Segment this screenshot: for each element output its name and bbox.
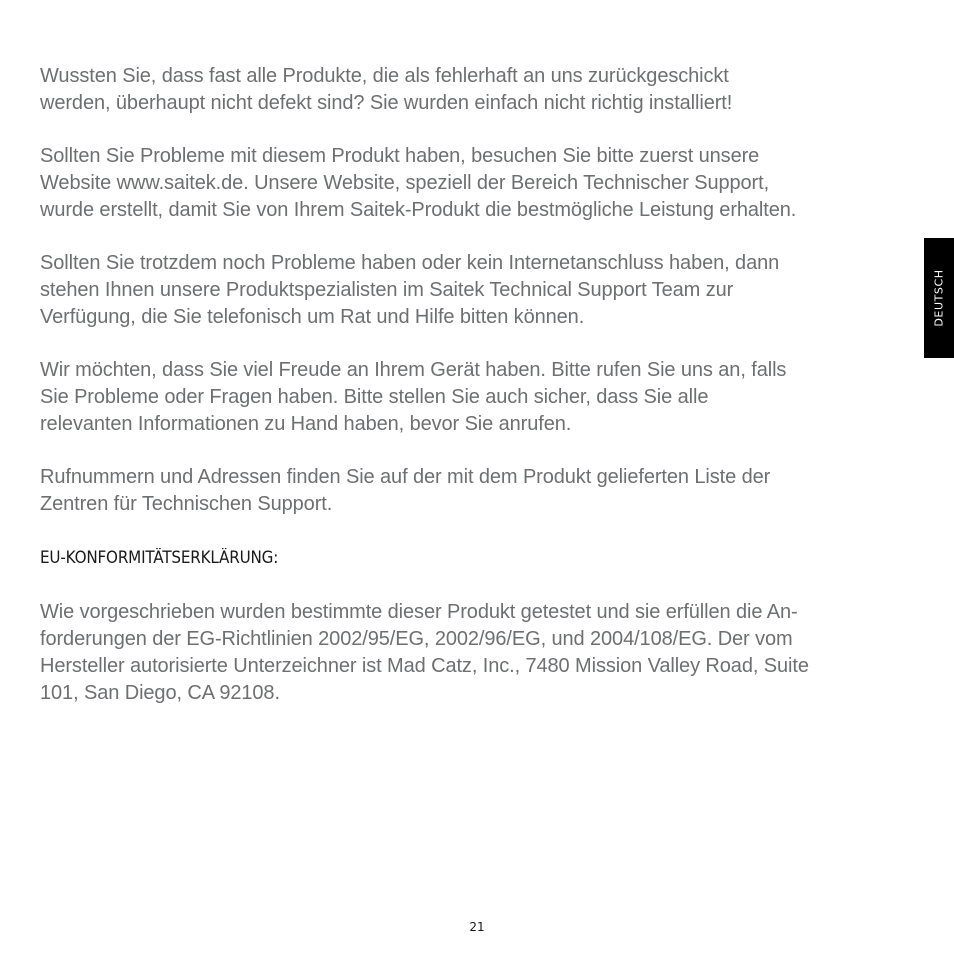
section-heading-eu-conformity: EU-KONFORMITÄTSERKLÄRUNG:: [40, 548, 279, 567]
language-side-tab-label: DEUTSCH: [932, 269, 946, 327]
paragraph-line: Wir möchten, dass Sie viel Freude an Ihrem Gerät haben. Bitte rufen Sie uns an, falls: [40, 359, 787, 381]
paragraph-support-team: [40, 250, 920, 331]
paragraph-line: 101, San Diego, CA 92108.: [40, 682, 280, 704]
paragraph-defective-returns: [40, 63, 920, 117]
paragraph-line: wurde erstellt, damit Sie von Ihrem Saitek-Produkt die bestmögliche Leistung erhalten.: [40, 199, 797, 221]
paragraph-line: Hersteller autorisierte Unterzeichner ist Mad Catz, Inc., 7480 Mission Valley Road, Suite: [40, 655, 809, 677]
page-number: 21: [469, 920, 485, 934]
paragraph-line: Website www.saitek.de. Unsere Website, speziell der Bereich Technischer Support,: [40, 172, 770, 194]
paragraph-website-support: [40, 143, 920, 224]
paragraph-line: Verfügung, die Sie telefonisch um Rat und Hilfe bitten können.: [40, 306, 585, 328]
paragraph-line: Sollten Sie trotzdem noch Probleme haben oder kein Internetanschluss haben, dann: [40, 252, 780, 274]
paragraph-line: werden, überhaupt nicht defekt sind? Sie wurden einfach nicht richtig installiert!: [40, 92, 733, 114]
paragraph-phone-numbers: [40, 464, 920, 518]
paragraph-call-us: [40, 357, 920, 438]
paragraph-line: Rufnummern und Adressen finden Sie auf der mit dem Produkt gelieferten Liste der: [40, 466, 771, 488]
language-side-tab: [924, 238, 954, 358]
paragraph-line: Zentren für Technischen Support.: [40, 493, 333, 515]
paragraph-line: stehen Ihnen unsere Produktspezialisten im Saitek Technical Support Team zur: [40, 279, 734, 301]
page-content: [40, 63, 920, 733]
paragraph-line: relevanten Informationen zu Hand haben, bevor Sie anrufen.: [40, 413, 572, 435]
paragraph-line: Sie Probleme oder Fragen haben. Bitte stellen Sie auch sicher, dass Sie alle: [40, 386, 709, 408]
paragraph-line: forderungen der EG-Richtlinien 2002/95/EG, 2002/96/EG, und 2004/108/EG. Der vom: [40, 628, 793, 650]
paragraph-eu-conformity: [40, 599, 920, 707]
paragraph-line: Wie vorgeschrieben wurden bestimmte dieser Produkt getestet und sie erfüllen die An-: [40, 601, 798, 623]
paragraph-line: Wussten Sie, dass fast alle Produkte, die als fehlerhaft an uns zurückgeschickt: [40, 65, 729, 87]
paragraph-line: Sollten Sie Probleme mit diesem Produkt haben, besuchen Sie bitte zuerst unsere: [40, 145, 760, 167]
